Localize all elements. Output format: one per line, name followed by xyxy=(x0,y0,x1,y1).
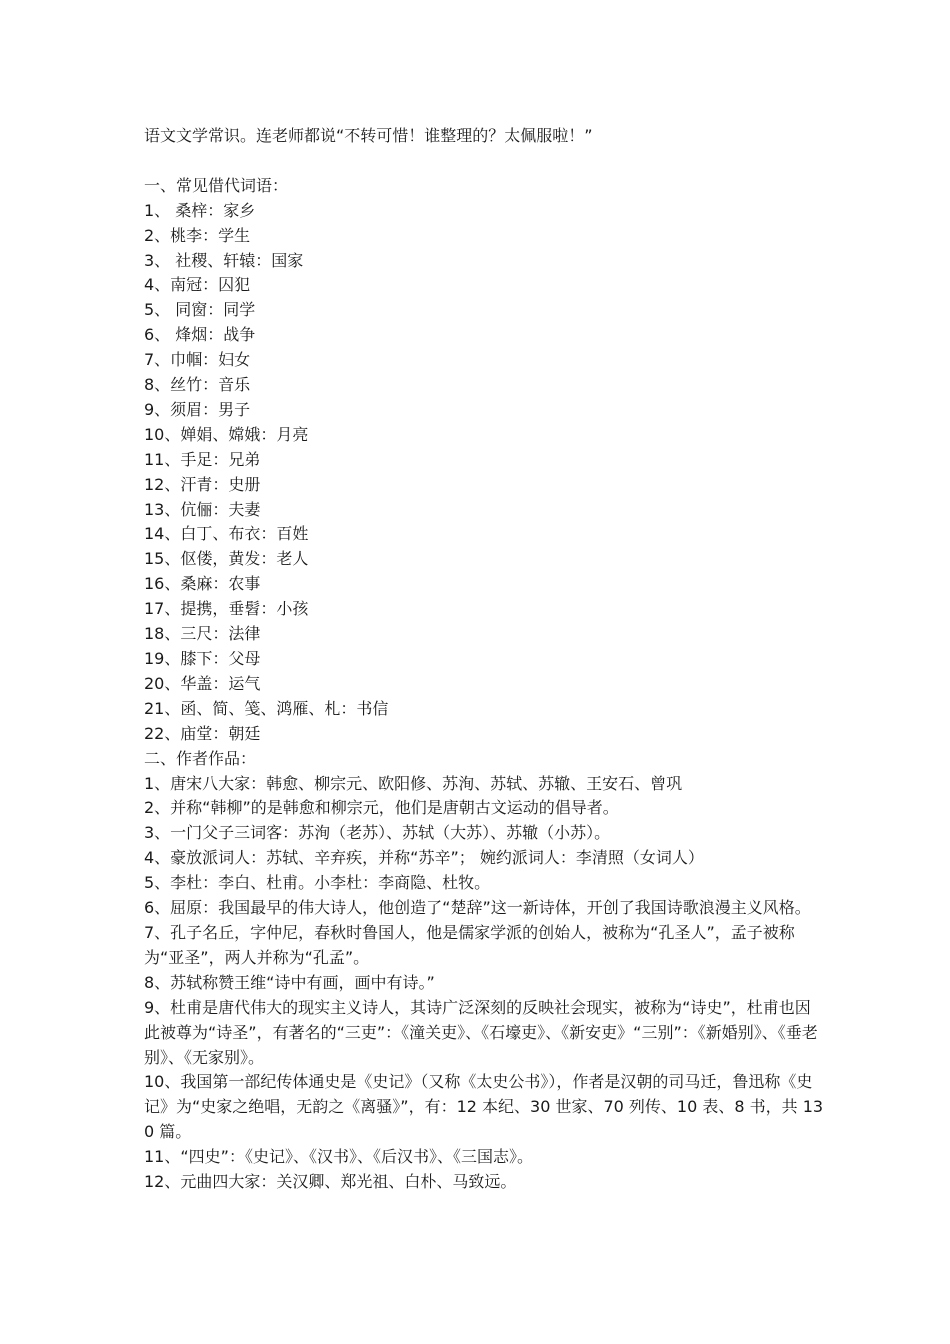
list-item: 13、伉俪：夫妻 xyxy=(144,499,261,519)
list-item: 2、并称“韩柳”的是韩愈和柳宗元，他们是唐朝古文运动的倡导者。 xyxy=(144,798,619,818)
list-item: 11、手足：兄弟 xyxy=(144,449,261,469)
list-item: 10、我国第一部纪传体通史是《史记》（又称《太史公书》），作者是汉朝的司马迁，鲁迅称《史记》为“史家之绝唱，无韵之《离骚》”，有：12 本纪、30 世家、70 列传、10 表、8 书，共 130 篇。 xyxy=(144,1072,824,1142)
list-item: 3、 社稷、轩辕：国家 xyxy=(144,250,304,270)
list-item: 12、汗青：史册 xyxy=(144,474,261,494)
list-item: 2、桃李：学生 xyxy=(144,225,251,245)
list-item: 7、孔子名丘，字仲尼，春秋时鲁国人，他是儒家学派的创始人，被称为“孔圣人”，孟子被称为“亚圣”，两人并称为“孔孟”。 xyxy=(144,922,795,967)
section-heading-borrowed-terms: 一、常见借代词语： xyxy=(144,175,289,195)
document-body xyxy=(144,124,824,1195)
list-item: 3、一门父子三词客：苏洵（老苏）、苏轼（大苏）、苏辙（小苏）。 xyxy=(144,823,611,843)
list-item: 20、华盖：运气 xyxy=(144,673,261,693)
list-item: 9、杜甫是唐代伟大的现实主义诗人，其诗广泛深刻的反映社会现实，被称为“诗史”，杜甫也因此被尊为“诗圣”，有著名的“三吏”：《潼关吏》、《石壕吏》、《新安吏》“三别”：《新婚别》、《垂老别》、《无家别》。 xyxy=(144,997,818,1067)
list-item: 4、豪放派词人：苏轼、辛弃疾，并称“苏辛”； 婉约派词人：李清照（女词人） xyxy=(144,848,704,868)
list-item: 11、“四史”：《史记》、《汉书》、《后汉书》、《三国志》。 xyxy=(144,1147,533,1167)
list-item: 4、南冠：囚犯 xyxy=(144,275,251,295)
list-item: 1、唐宋八大家：韩愈、柳宗元、欧阳修、苏洵、苏轼、苏辙、王安石、曾巩 xyxy=(144,773,683,793)
list-item: 5、李杜：李白、杜甫。小李杜：李商隐、杜牧。 xyxy=(144,873,491,893)
list-item: 17、提携，垂髫：小孩 xyxy=(144,599,309,619)
list-item: 6、屈原：我国最早的伟大诗人，他创造了“楚辞”这一新诗体，开创了我国诗歌浪漫主义风格。 xyxy=(144,898,811,918)
list-item: 12、元曲四大家：关汉卿、郑光祖、白朴、马致远。 xyxy=(144,1172,517,1192)
list-item: 6、 烽烟：战争 xyxy=(144,325,256,345)
list-item: 18、三尺：法律 xyxy=(144,624,261,644)
document-title: 语文文学常识。连老师都说“不转可惜！谁整理的？太佩服啦！” xyxy=(144,126,593,145)
list-item: 16、桑麻：农事 xyxy=(144,574,261,594)
list-item: 10、婵娟、嫦娥：月亮 xyxy=(144,424,309,444)
list-item: 14、白丁、布衣：百姓 xyxy=(144,524,309,544)
list-item: 21、函、简、笺、鸿雁、札：书信 xyxy=(144,698,389,718)
section-heading-authors-works: 二、作者作品： xyxy=(144,748,257,768)
list-item: 15、伛偻，黄发：老人 xyxy=(144,549,309,569)
list-item: 19、膝下：父母 xyxy=(144,649,261,669)
list-item: 1、 桑梓：家乡 xyxy=(144,200,256,220)
list-item: 22、庙堂：朝廷 xyxy=(144,723,261,743)
blank-line xyxy=(144,149,824,174)
list-item: 5、 同窗：同学 xyxy=(144,300,256,320)
list-item: 9、须眉：男子 xyxy=(144,399,251,419)
list-item: 8、丝竹：音乐 xyxy=(144,375,251,395)
list-item: 7、巾帼：妇女 xyxy=(144,350,251,370)
list-item: 8、苏轼称赞王维“诗中有画，画中有诗。” xyxy=(144,972,435,992)
